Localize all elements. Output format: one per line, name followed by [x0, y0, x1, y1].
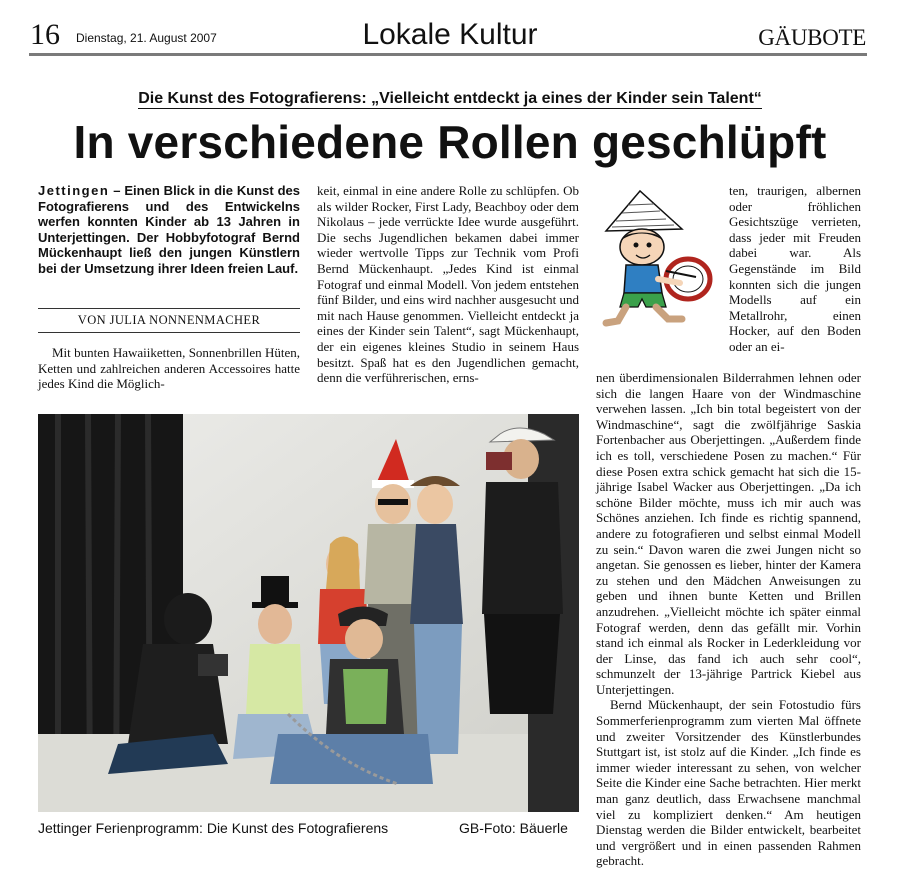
paragraph: Bernd Mückenhaupt, der sein Fotostudio fürs Sommerferienprogramm zum vierten Mal öffnete und zweiter Vorsitzender des Künstlerbundes Stuttgart ist, ist stolz auf die Kinder. „Ich finde es immer wieder interessant zu sehen, von welcher Seite die Kinder eine Sache betrachten. Hier merkt man ganz deutlich, dass Erwachsene manchmal viel zu kompliziert denken.“ Am heutigen Dienstag werden die Bilder entwickelt, bearbeitet und vergrößert und in einen passenden Rahmen gebracht. [596, 697, 861, 869]
column-2 [317, 183, 579, 386]
byline-rule-bottom [38, 332, 300, 333]
photo-caption: Jettinger Ferienprogramm: Die Kunst des Fotografierens [38, 820, 389, 836]
kicker-text: Die Kunst des Fotografierens: „Vielleicht entdeckt ja eines der Kinder sein Talent“ [138, 90, 762, 107]
byline: VON JULIA NONNENMACHER [77, 313, 261, 327]
section-title: Lokale Kultur [362, 18, 538, 51]
paragraph: Mit bunten Hawaiiketten, Sonnenbrillen Hüten, Ketten und zahlreichen anderen Accessoires hatte jedes Kind die Möglich- [38, 345, 300, 392]
header-rule [29, 53, 867, 56]
photo-credit: GB-Foto: Bäuerle [459, 820, 568, 836]
paragraph: nen überdimensionalen Bilderrahmen lehnen oder sich die langen Haare von der Windmaschine verwehen lassen. „Ich bin total begeistert von der Windmaschine“, sagt die zwölfjährige Saskia Fortenbacher aus Oberjettingen. „Außerdem finde ich es toll, verschiedene Posen zu machen.“ Für diese Posen extra schick gemacht hat sich die 15-jährige Isabel Wacker aus Oberjettingen. „Da ich schöne Bilder möchte, muss ich mir auch was Schönes anziehen. Ich finde es richtig spannend, andere zu fotografieren und selbst einmal Modell zu sein.“ Davon waren die zwei Jungen nicht so angetan. Sie genossen es lieber, hinter der Kamera zu stehen und den Mädchen Anweisungen zu geben und ihnen bunte Ketten und Brillen anzudrehen. „Vielleicht möchte ich später einmal Fotograf werden, denn das gefällt mir. Vorhin stand ich einmal als Rocker in Lederkleidung vor der Linse, das fand ich auch sehr cool“, schmunzelt der 13-jährige Partrick Kiebel aus Unterjettingen. [596, 370, 861, 697]
byline-rule-top [38, 308, 300, 309]
newspaper-masthead: GÄUBOTE [758, 25, 866, 50]
page-number: 16 [30, 18, 60, 51]
column-3 [596, 370, 861, 869]
lead-place: Jettingen [38, 183, 110, 198]
child-drummer-illustration-icon [596, 183, 724, 331]
headline: In verschiedene Rollen geschlüpft [73, 116, 827, 168]
paragraph: ten, traurigen, albernen oder fröhlichen Gesichtszüge verrieten, dass jeder mit Freuden dabei war. Als Gegenstände im Bild konnten sich die jungen Modells auf ein Metallrohr, einen Hocker, auf den Boden oder an ei- [729, 183, 861, 354]
article-lead [38, 183, 300, 277]
column-1 [38, 345, 300, 392]
lead-text: – Einen Blick in die Kunst des Fotografierens und des Entwickelns werfen konnten Kinder ab 13 Jahren in Unterjettingen. Der Hobbyfotograf Bernd Mückenhaupt ließ den jungen Künstlern bei der Umsetzung ihrer Ideen freien Lauf. [38, 183, 300, 276]
column-3-top [729, 183, 861, 355]
kicker [0, 90, 900, 108]
paragraph: keit, einmal in eine andere Rolle zu schlüpfen. Ob als wilder Rocker, First Lady, Beachboy oder dem Nikolaus – jede verrückte Idee wurde ausgeführt. Die sechs Jugendlichen bekamen dabei immer wieder wertvolle Tipps zur Technik vom Profi Bernd Mückenhaupt. „Jedes Kind ist einmal Fotograf und einmal Modell. Von jedem entstehen fünf Bilder, und eins wird nachher ausgesucht und mit nach Hause genommen. Vielleicht entdeckt ja eines der Kinder sein Talent“, sagt Mückenhaupt, der ein eigenes kleines Studio in seinem Haus besitzt. Spaß hat es den Jugendlichen gemacht, denn die verführerischen, erns- [317, 183, 579, 386]
group-photo-image [38, 414, 579, 812]
issue-date: Dienstag, 21. August 2007 [76, 31, 217, 45]
